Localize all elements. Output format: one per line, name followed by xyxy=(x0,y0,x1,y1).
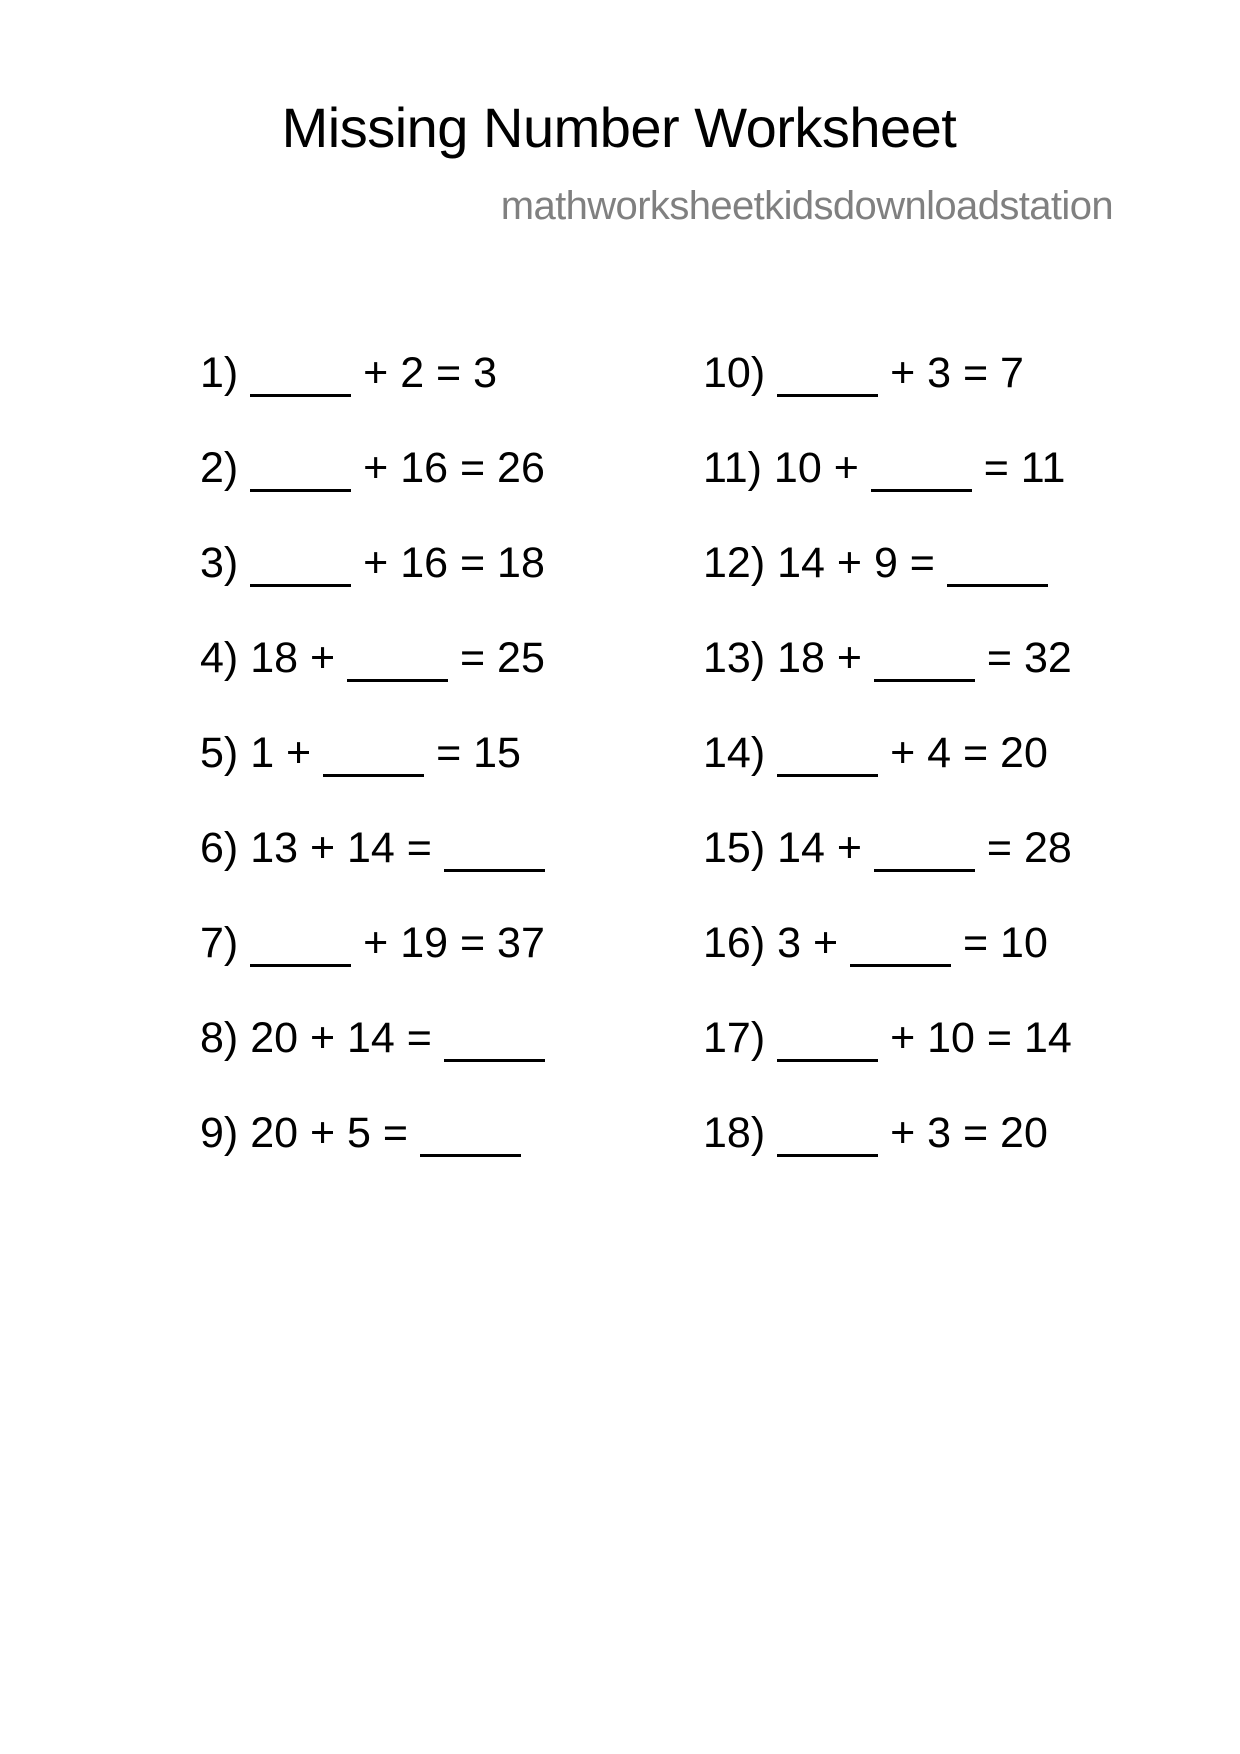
answer-blank[interactable] xyxy=(947,544,1048,587)
equation-text: 18 + xyxy=(777,634,862,682)
problem-row xyxy=(703,823,1072,918)
problem-number: 15) xyxy=(703,824,766,872)
equation-text: = 32 xyxy=(986,634,1072,682)
equation-text: + 2 = 3 xyxy=(363,349,498,397)
problem-number: 6) xyxy=(200,824,239,872)
problem-number: 13) xyxy=(703,634,766,682)
problem-number: 10) xyxy=(703,349,766,397)
answer-blank[interactable] xyxy=(250,449,351,492)
answer-blank[interactable] xyxy=(874,829,975,872)
equation-text: 20 + 5 = xyxy=(250,1109,408,1157)
problem-number: 17) xyxy=(703,1014,766,1062)
equation-text: + 19 = 37 xyxy=(363,919,545,967)
problem-number: 8) xyxy=(200,1014,239,1062)
problem-row xyxy=(703,918,1072,1013)
problem-row xyxy=(200,823,545,918)
equation-text: 13 + 14 = xyxy=(250,824,432,872)
answer-blank[interactable] xyxy=(874,639,975,682)
equation-text: 18 + xyxy=(250,634,336,682)
answer-blank[interactable] xyxy=(777,354,878,397)
problem-row xyxy=(200,443,545,538)
problem-number: 3) xyxy=(200,539,239,587)
equation-text: 14 + xyxy=(777,824,862,872)
problem-number: 5) xyxy=(200,729,239,777)
equation-text: + 16 = 18 xyxy=(363,539,545,587)
problem-row xyxy=(703,443,1072,538)
problem-number: 7) xyxy=(200,919,239,967)
answer-blank[interactable] xyxy=(250,354,351,397)
problem-row xyxy=(200,1108,545,1203)
equation-text: = 28 xyxy=(986,824,1072,872)
answer-blank[interactable] xyxy=(777,734,878,777)
equation-text: + 3 = 20 xyxy=(890,1109,1048,1157)
problem-row xyxy=(200,728,545,823)
answer-blank[interactable] xyxy=(323,734,424,777)
answer-blank[interactable] xyxy=(444,829,545,872)
site-watermark: mathworksheetkidsdownloadstation xyxy=(500,184,1113,228)
equation-text: 1 + xyxy=(250,729,312,777)
problem-number: 9) xyxy=(200,1109,239,1157)
answer-blank[interactable] xyxy=(250,544,351,587)
equation-text: + 3 = 7 xyxy=(890,349,1024,397)
problem-row xyxy=(200,633,545,728)
equation-text: = 25 xyxy=(459,634,545,682)
problem-row xyxy=(200,918,545,1013)
equation-text: + 10 = 14 xyxy=(890,1014,1072,1062)
equation-text: 10 + xyxy=(773,444,859,492)
answer-blank[interactable] xyxy=(871,449,972,492)
problem-row xyxy=(200,348,545,443)
answer-blank[interactable] xyxy=(444,1019,545,1062)
equation-text: 20 + 14 = xyxy=(250,1014,432,1062)
equation-text: 3 + xyxy=(777,919,839,967)
answer-blank[interactable] xyxy=(850,924,951,967)
problem-row xyxy=(703,1013,1072,1108)
problem-number: 11) xyxy=(703,444,762,492)
problem-column-right xyxy=(703,348,1072,1203)
problem-number: 2) xyxy=(200,444,239,492)
equation-text: + 4 = 20 xyxy=(890,729,1048,777)
equation-text: = 15 xyxy=(436,729,521,777)
problem-row xyxy=(703,728,1072,823)
answer-blank[interactable] xyxy=(777,1019,878,1062)
equation-text: = 10 xyxy=(963,919,1048,967)
answer-blank[interactable] xyxy=(777,1114,878,1157)
answer-blank[interactable] xyxy=(250,924,351,967)
problem-row xyxy=(703,633,1072,728)
page-title: Missing Number Worksheet xyxy=(281,96,957,159)
problem-number: 12) xyxy=(703,539,766,587)
equation-text: 14 + 9 = xyxy=(777,539,935,587)
answer-blank[interactable] xyxy=(347,639,448,682)
problem-number: 18) xyxy=(703,1109,766,1157)
problem-row xyxy=(703,1108,1072,1203)
problem-number: 16) xyxy=(703,919,766,967)
equation-text: + 16 = 26 xyxy=(363,444,545,492)
problem-row xyxy=(703,348,1072,443)
answer-blank[interactable] xyxy=(420,1114,521,1157)
problem-number: 14) xyxy=(703,729,766,777)
equation-text: = 11 xyxy=(983,444,1066,492)
problem-number: 1) xyxy=(200,349,239,397)
problem-row xyxy=(200,538,545,633)
problem-row xyxy=(703,538,1072,633)
problem-row xyxy=(200,1013,545,1108)
problem-column-left xyxy=(200,348,545,1203)
problem-number: 4) xyxy=(200,634,239,682)
